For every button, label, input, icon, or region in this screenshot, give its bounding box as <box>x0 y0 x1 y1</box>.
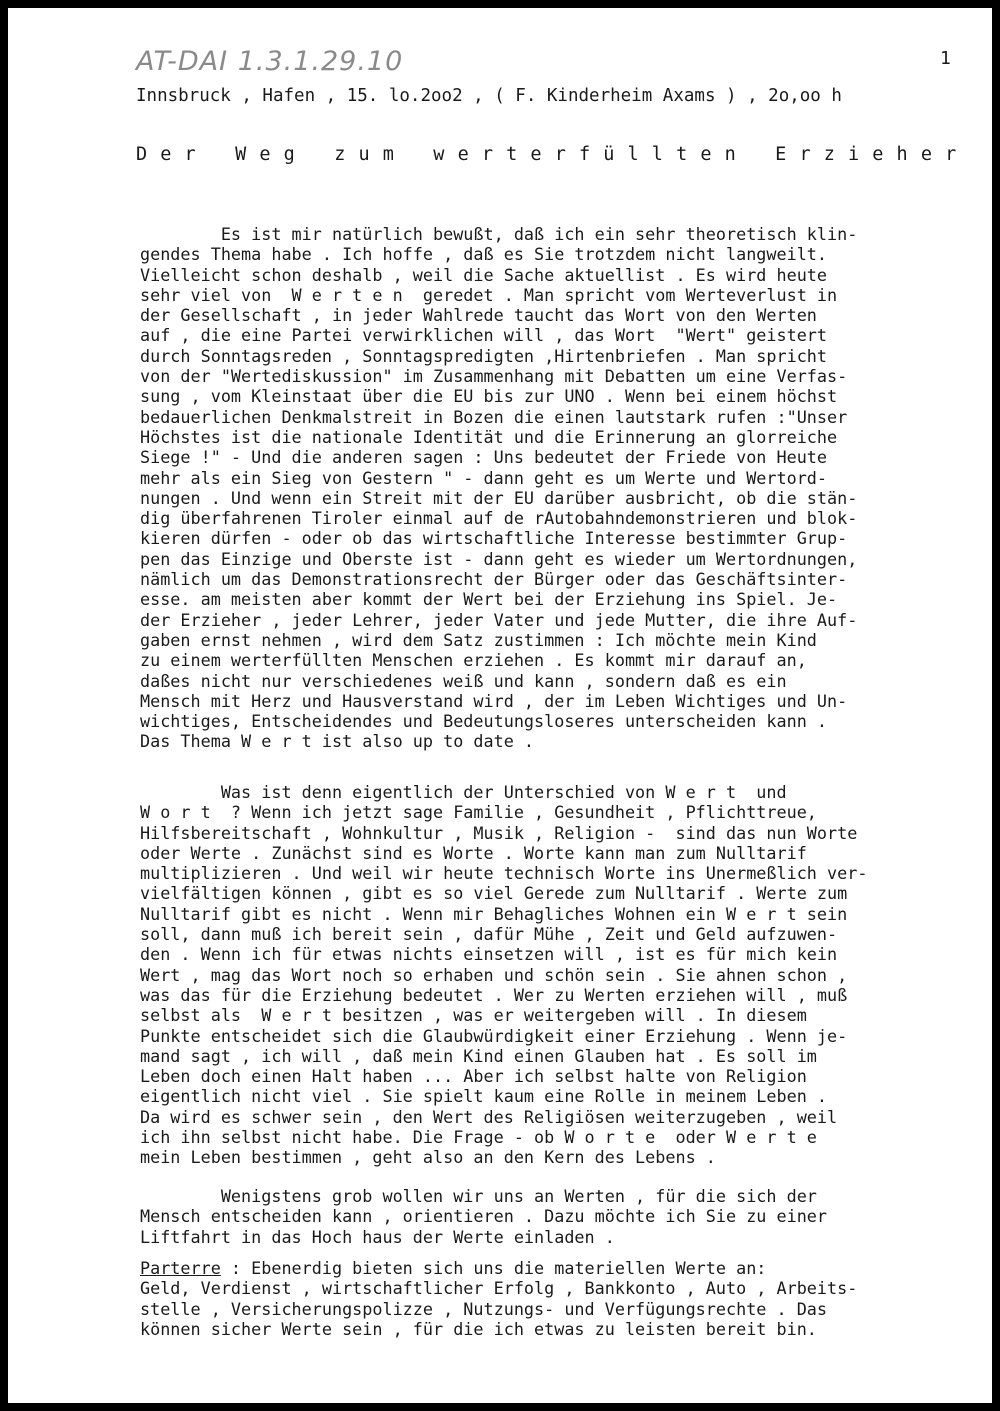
text-line: kieren dürfen - oder ob das wirtschaftliche Interesse bestimmter Grup- <box>140 528 848 549</box>
text-line: stelle , Versicherungspolizze , Nutzungs- und Verfügungsrechte . Das <box>140 1298 828 1319</box>
text-line: esse. am meisten aber kommt der Wert bei der Erziehung ins Spiel. Je- <box>140 589 838 610</box>
paragraph <box>140 782 970 1168</box>
text-line: Mensch entscheiden kann , orientieren . Dazu möchte ich Sie zu einer <box>140 1206 828 1227</box>
text-line: den . Wenn ich für etwas nichts einsetzen will , ist es für mich kein <box>140 944 838 965</box>
text-line: der Gesellschaft , in jeder Wahlrede taucht das Wort von den Werten <box>140 305 817 326</box>
text-line: Wert , mag das Wort noch so erhaben und schön sein . Sie ahnen schon , <box>140 964 848 985</box>
text-line: Höchstes ist die nationale Identität und die Erinnerung an glorreiche <box>140 426 838 447</box>
text-line: W o r t ? Wenn ich jetzt sage Familie , Gesundheit , Pflichttreue, <box>140 802 817 823</box>
text-line: Punkte entscheidet sich die Glaubwürdigkeit einer Erziehung . Wenn je- <box>140 1025 848 1046</box>
text-line: Da wird es schwer sein , den Wert des Religiösen weiterzugeben , weil <box>140 1106 838 1127</box>
text-line: sung , vom Kleinstaat über die EU bis zur UNO . Wenn bei einem höchst <box>140 386 838 407</box>
text-line: pen das Einzige und Oberste ist - dann geht es wieder um Wertordnungen, <box>140 548 858 569</box>
text-line: Vielleicht schon deshalb , weil die Sache aktuellist . Es wird heute <box>140 264 828 285</box>
text-line: Nulltarif gibt es nicht . Wenn mir Behagliches Wohnen ein W e r t sein <box>140 903 848 924</box>
text-line: durch Sonntagsreden , Sonntagspredigten ,Hirtenbriefen . Man spricht <box>140 345 828 366</box>
archive-signature: AT-DAI 1.3.1.29.10 <box>136 46 404 77</box>
text-line: der Erzieher , jeder Lehrer, jeder Vater und jede Mutter, die ihre Auf- <box>140 609 858 630</box>
text-line: gaben ernst nehmen , wird dem Satz zustimmen : Ich möchte mein Kind <box>140 629 817 650</box>
text-line: Mensch mit Herz und Hausverstand wird , der im Leben Wichtiges und Un- <box>140 690 848 711</box>
text-line: dig überfahrenen Tiroler einmal auf de rAutobahndemonstrieren und blok- <box>140 508 858 529</box>
paragraph <box>140 224 970 752</box>
document-page <box>8 8 992 1403</box>
text-line: soll, dann muß ich bereit sein , dafür Mühe , Zeit und Geld aufzuwen- <box>140 924 838 945</box>
text-line: ich ihn selbst nicht habe. Die Frage - ob W o r t e oder W e r t e <box>140 1127 817 1148</box>
text-line: wichtiges, Entscheidendes und Bedeutungsloseres unterscheiden kann . <box>140 711 828 732</box>
text-line: mein Leben bestimmen , geht also an den Kern des Lebens . <box>140 1147 716 1168</box>
text-line-rest: : Ebenerdig bieten sich uns die materiellen Werte an: <box>220 1258 767 1278</box>
text-line: Geld, Verdienst , wirtschaftlicher Erfolg , Bankkonto , Auto , Arbeits- <box>140 1278 858 1299</box>
text-line: Hilfsbereitschaft , Wohnkultur , Musik , Religion - sind das nun Worte <box>140 822 858 843</box>
text-line: eigentlich nicht viel . Sie spielt kaum eine Rolle in meinem Leben . <box>140 1086 828 1107</box>
text-line: von der "Wertediskussion" im Zusammenhang mit Debatten um eine Verfas- <box>140 366 848 387</box>
text-line: auf , die eine Partei verwirklichen will , das Wort "Wert" geistert <box>140 325 828 346</box>
text-line: nämlich um das Demonstrationsrecht der Bürger oder das Geschäftsinter- <box>140 569 848 590</box>
text-line: zu einem werterfüllten Menschen erziehen . Es kommt mir darauf an, <box>140 650 807 671</box>
paragraph <box>140 1258 970 1339</box>
text-line: selbst als W e r t besitzen , was er weitergeben will . In diesem <box>140 1005 807 1026</box>
text-line: vielfältigen können , gibt es so viel Gerede zum Nulltarif . Werte zum <box>140 883 848 904</box>
text-line: Wenigstens grob wollen wir uns an Werten , für die sich der <box>140 1186 817 1206</box>
text-line: Liftfahrt in das Hoch haus der Werte einladen . <box>140 1226 615 1247</box>
text-line: können sicher Werte sein , für die ich etwas zu leisten bereit bin. <box>140 1318 817 1339</box>
text-line: mand sagt , ich will , daß mein Kind einen Glauben hat . Es soll im <box>140 1045 817 1066</box>
text-line: mehr als ein Sieg von Gestern " - dann geht es um Werte und Wertord- <box>140 467 828 488</box>
header-line: Innsbruck , Hafen , 15. lo.2oo2 , ( F. Kinderheim Axams ) , 2o,oo h <box>136 86 842 106</box>
text-line: gendes Thema habe . Ich hoffe , daß es Sie trotzdem nicht langweilt. <box>140 244 828 265</box>
document-title: D e r W e g z u m w e r t e r f ü l l t e n E r z i e h e r <box>136 144 957 165</box>
section-label: Parterre <box>140 1258 221 1278</box>
page-number: 1 <box>940 48 951 69</box>
text-line: Siege !" - Und die anderen sagen : Uns bedeutet der Friede von Heute <box>140 447 828 468</box>
text-line: bedauerlichen Denkmalstreit in Bozen die einen lautstark rufen :"Unser <box>140 406 848 427</box>
text-line: oder Werte . Zunächst sind es Worte . Worte kann man zum Nulltarif <box>140 842 807 863</box>
text-line: nungen . Und wenn ein Streit mit der EU darüber ausbricht, ob die stän- <box>140 487 858 508</box>
text-line: Leben doch einen Halt haben ... Aber ich selbst halte von Religion <box>140 1066 807 1087</box>
text-line: multiplizieren . Und weil wir heute technisch Worte ins Unermeßlich ver- <box>140 863 868 884</box>
text-line: Das Thema W e r t ist also up to date . <box>140 731 535 752</box>
text-line: sehr viel von W e r t e n geredet . Man spricht vom Werteverlust in <box>140 284 838 305</box>
text-line: Was ist denn eigentlich der Unterschied von W e r t und <box>140 782 787 802</box>
text-line: daßes nicht nur verschiedenes weiß und kann , sondern daß es ein <box>140 670 787 691</box>
paragraph <box>140 1186 970 1247</box>
text-line: was das für die Erziehung bedeutet . Wer zu Werten erziehen will , muß <box>140 984 848 1005</box>
text-line <box>140 1258 970 1278</box>
text-line: Es ist mir natürlich bewußt, daß ich ein sehr theoretisch klin- <box>140 224 858 244</box>
